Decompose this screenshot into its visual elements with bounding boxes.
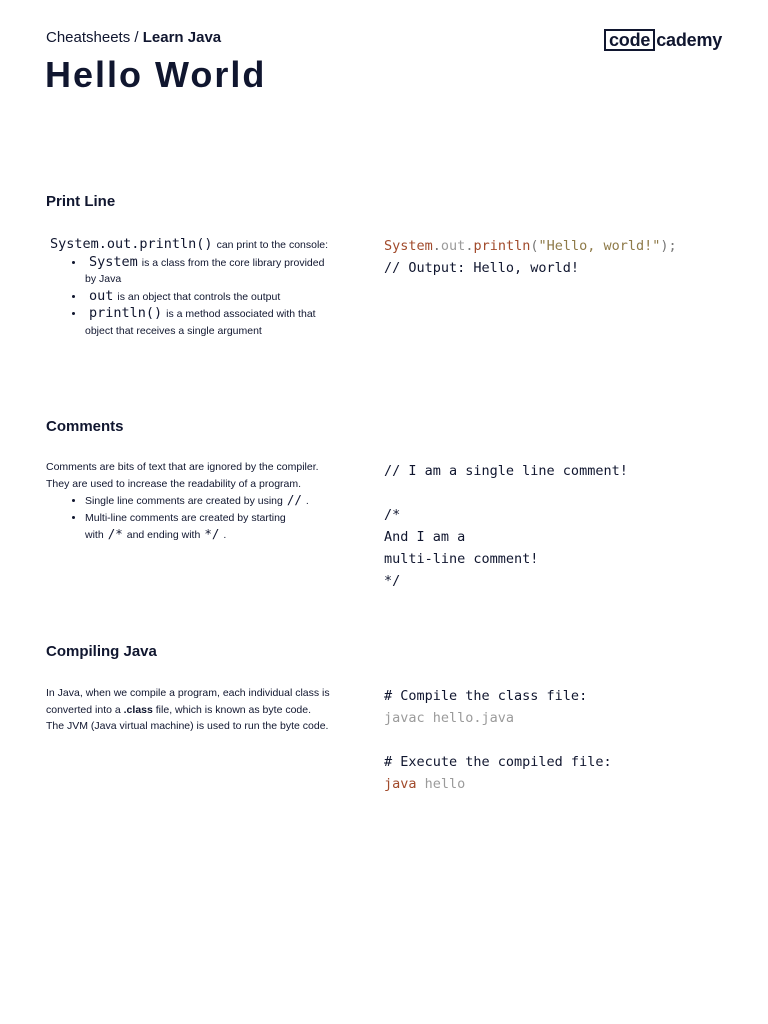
list-item [85,492,336,510]
list-item [85,254,336,288]
code-line: # Compile the class file: [384,688,588,704]
code-token: "Hello, world!" [538,238,661,254]
code-block-print-line [384,235,677,279]
logo-text: cademy [656,29,723,50]
compiling-description [46,685,336,735]
list-item-text: . [223,529,227,541]
paragraph-text: file, which is known as byte code. [155,703,312,716]
list-item [85,510,336,544]
list-item-text: Multi-line comments are created by starting with [85,511,286,541]
intro-text: can print to the console: [216,239,329,251]
code-line [384,235,677,257]
code-token: hello [424,776,466,792]
section-title-print-line: Print Line [46,193,116,210]
list-item-text: is an object that controls the output [117,290,281,303]
compiling-paragraph-2: The JVM (Java virtual machine) is used to run the byte code. [46,720,329,732]
code-token: ); [660,238,677,254]
code-token: . [465,238,474,254]
breadcrumb [46,29,221,46]
comments-description [46,459,336,544]
print-line-bullets [46,254,336,340]
list-item-text: and ending with [126,529,201,541]
paragraph-text: In Java, when we compile a program, each individual class is converted into a [46,687,330,716]
list-item-text: is a class from the core library provided by Java [85,256,325,285]
code-token: ( [530,238,539,254]
print-line-description [46,236,336,339]
code-token: java [384,776,417,792]
list-item-text: . [305,495,309,507]
breadcrumb-separator: / [130,29,143,46]
code-line: /* [384,507,401,523]
comments-bullets [46,492,336,544]
logo-boxed-text: code [604,29,655,51]
inline-code: */ [204,526,220,541]
code-line: // Output: Hello, world! [384,260,580,276]
inline-code: out [89,287,114,304]
page-title: Hello World [45,54,267,95]
code-token: . [432,238,441,254]
breadcrumb-link-cheatsheets[interactable]: Cheatsheets [46,29,131,46]
code-line-blank [384,482,628,504]
bold-text: .class [123,703,153,716]
list-item [85,288,336,306]
code-line: // I am a single line comment! [384,463,628,479]
code-line: And I am a [384,529,466,545]
inline-code: System [89,253,138,270]
print-line-intro [46,236,336,254]
code-line-blank [384,729,612,751]
section-title-compiling-java: Compiling Java [46,643,157,660]
code-line: multi-line comment! [384,551,539,567]
list-item-text: Single line comments are created by using [85,495,283,507]
comments-intro: Comments are bits of text that are ignored by the compiler. They are used to increase the readability of a program. [46,461,319,490]
breadcrumb-link-learn-java[interactable]: Learn Java [142,29,222,46]
list-item [85,305,336,339]
code-line: */ [384,573,401,589]
compiling-paragraph-1 [46,685,336,718]
inline-code: /* [107,526,123,541]
codecademy-logo[interactable] [604,29,722,51]
code-line: # Execute the compiled file: [384,754,612,770]
code-block-compiling [384,685,612,795]
code-token: println [473,238,531,254]
code-block-comments [384,460,628,592]
inline-code: println() [89,305,163,321]
list-item-text: is a method associated with that object that receives a single argument [85,308,316,337]
code-token: out [440,238,466,254]
code-token: System [384,238,433,254]
section-title-comments: Comments [46,418,124,435]
code-line: javac hello.java [384,710,515,726]
inline-code: System.out.println() [50,236,213,252]
inline-code: // [286,492,302,507]
code-line [384,773,612,795]
